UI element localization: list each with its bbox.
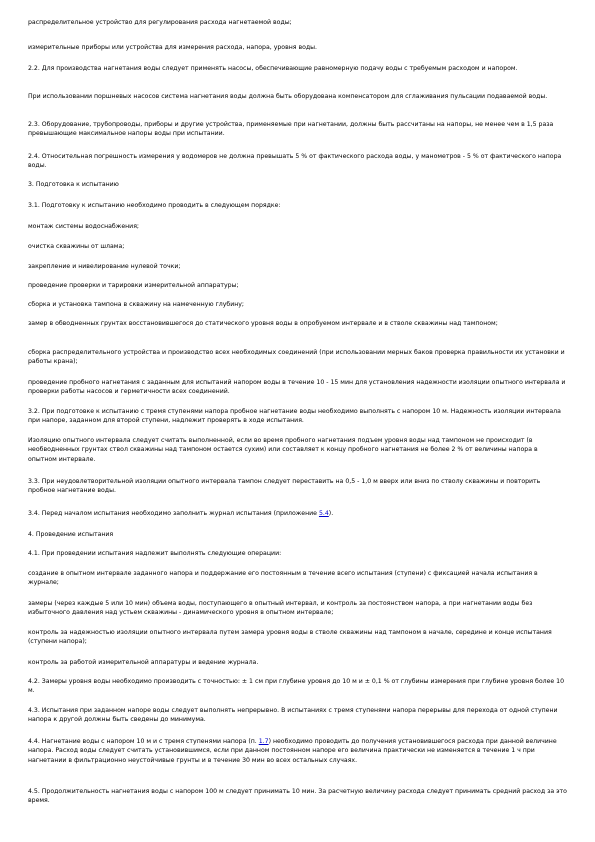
paragraph: 2.3. Оборудование, трубопроводы, приборы и другие устройства, применяемые при нагнетании, должны быть рассчитаны на напоры, не менее чем в 1,5 раза превышающие максимальное напоры воды при испытании. <box>28 121 554 138</box>
paragraph: 3.1. Подготовку к испытанию необходимо проводить в следующем порядке: <box>28 202 281 209</box>
paragraph: 3.4. Перед началом испытания необходимо заполнить журнал испытания (приложение 5.4). <box>28 510 334 517</box>
paragraph: 4.1. При проведении испытания надлежит выполнять следующие операции: <box>28 550 282 557</box>
list-item: проведение проверки и тарировки измерительной аппаратуры; <box>28 282 239 289</box>
paragraph: 2.2. Для производства нагнетания воды следует применять насосы, обеспечивающие равномерную подачу воды с требуемым расходом и напором. <box>28 65 518 72</box>
list-item: контроль за работой измерительной аппаратуры и ведение журнала. <box>28 659 259 666</box>
paragraph: распределительное устройство для регулирования расхода нагнетаемой воды; <box>28 19 292 26</box>
appendix-link[interactable]: 5.4 <box>318 510 329 517</box>
paragraph: 4.4. Нагнетание воды с напором 10 м и с тремя ступенями напора (п. 1.7) необходимо проводить до получения установившегося расхода при данной величине напора. Расход воды следует считать установившимся, если при данном постоянном напоре его величина практически не изменяется в течение 1 ч при нагнетании в фильтрационно неустойчивые грунты и в течение 30 мин во всех остальных случаях. <box>28 738 557 764</box>
paragraph: измерительные приборы или устройства для измерения расхода, напора, уровня воды. <box>28 44 318 51</box>
paragraph: 4.5. Продолжительность нагнетания воды с напором 100 м следует принимать 10 мин. За расчетную величину расхода следует принимать средний расход за это время. <box>28 788 567 805</box>
list-item: монтаж системы водоснабжения; <box>28 223 139 230</box>
list-item: закрепление и нивелирование нулевой точки; <box>28 263 181 270</box>
clause-link[interactable]: 1.7 <box>258 738 269 745</box>
paragraph: 3.3. При неудовлетворительной изоляции опытного интервала тампон следует переставить на 0,5 - 1,0 м вверх или вниз по стволу скважины и повторить пробное нагнетание воды. <box>28 478 541 495</box>
paragraph: При использовании поршневых насосов система нагнетания воды должна быть оборудована компенсатором для сглаживания пульсации подаваемой воды. <box>28 93 548 100</box>
list-item: контроль за надежностью изоляции опытного интервала путем замера уровня воды в стволе скважины над тампоном в начале, середине и конце испытания (ступени напора); <box>28 629 552 646</box>
section-heading: 3. Подготовка к испытанию <box>28 181 119 188</box>
list-item: очистка скважины от шлама; <box>28 243 125 250</box>
paragraph: 2.4. Относительная погрешность измерения у водомеров не должна превышать 5 % от фактического расхода воды, у манометров - 5 % от фактического напора воды. <box>28 153 562 170</box>
list-item: создание в опытном интервале заданного напора и поддержание его постоянным в течение всего испытания (ступени) с фиксацией начала испытания в журнале; <box>28 570 538 587</box>
paragraph: 3.2. При подготовке к испытанию с тремя ступенями напора пробное нагнетание воды необходимо выполнять с напором 10 м. Надежность изоляции интервала при напоре, заданном для второй ступени, надлежит проверять в ходе испытания. <box>28 408 561 425</box>
paragraph: 4.2. Замеры уровня воды необходимо производить с точностью: ± 1 см при глубине уровня до 10 м и ± 0,1 % от глубины измерения при глубине уровня более 10 м. <box>28 678 565 695</box>
list-item: замер в обводненных грунтах восстановившегося до статического уровня воды в опробуемом интервале и в стволе скважины над тампоном; <box>28 320 498 327</box>
list-item: сборка и установка тампона в скважину на намеченную глубину; <box>28 301 245 308</box>
list-item: сборка распределительного устройства и производство всех необходимых соединений (при использовании мерных баков проверка правильности их установки и работы крана); <box>28 349 565 366</box>
list-item: проведение пробного нагнетания с заданным для испытаний напором воды в течение 10 - 15 мин для установления надежности изоляции опытного интервала и проверки работы насосов и герметичности всех соединений. <box>28 379 566 396</box>
paragraph: 4.3. Испытания при заданном напоре воды следует выполнять непрерывно. В испытаниях с тремя ступенями напора перерывы для перехода от одной ступени напора к другой должны быть сведены до минимума. <box>28 707 558 724</box>
paragraph: Изоляцию опытного интервала следует считать выполненной, если во время пробного нагнетания подъем уровня воды над тампоном не происходит (в необводненных грунтах ствол скважины над тампоном остается сухим) или составляет к концу пробного нагнетания не более 2 % от величины напора в опытном интервале. <box>28 437 538 463</box>
section-heading: 4. Проведение испытания <box>28 531 114 538</box>
list-item: замеры (через каждые 5 или 10 мин) объема воды, поступающего в опытный интервал, и контроль за постоянством напора, а при нагнетании воды без избыточного давления над устьем скважины - динамического уровня в опытном интервале; <box>28 600 533 617</box>
